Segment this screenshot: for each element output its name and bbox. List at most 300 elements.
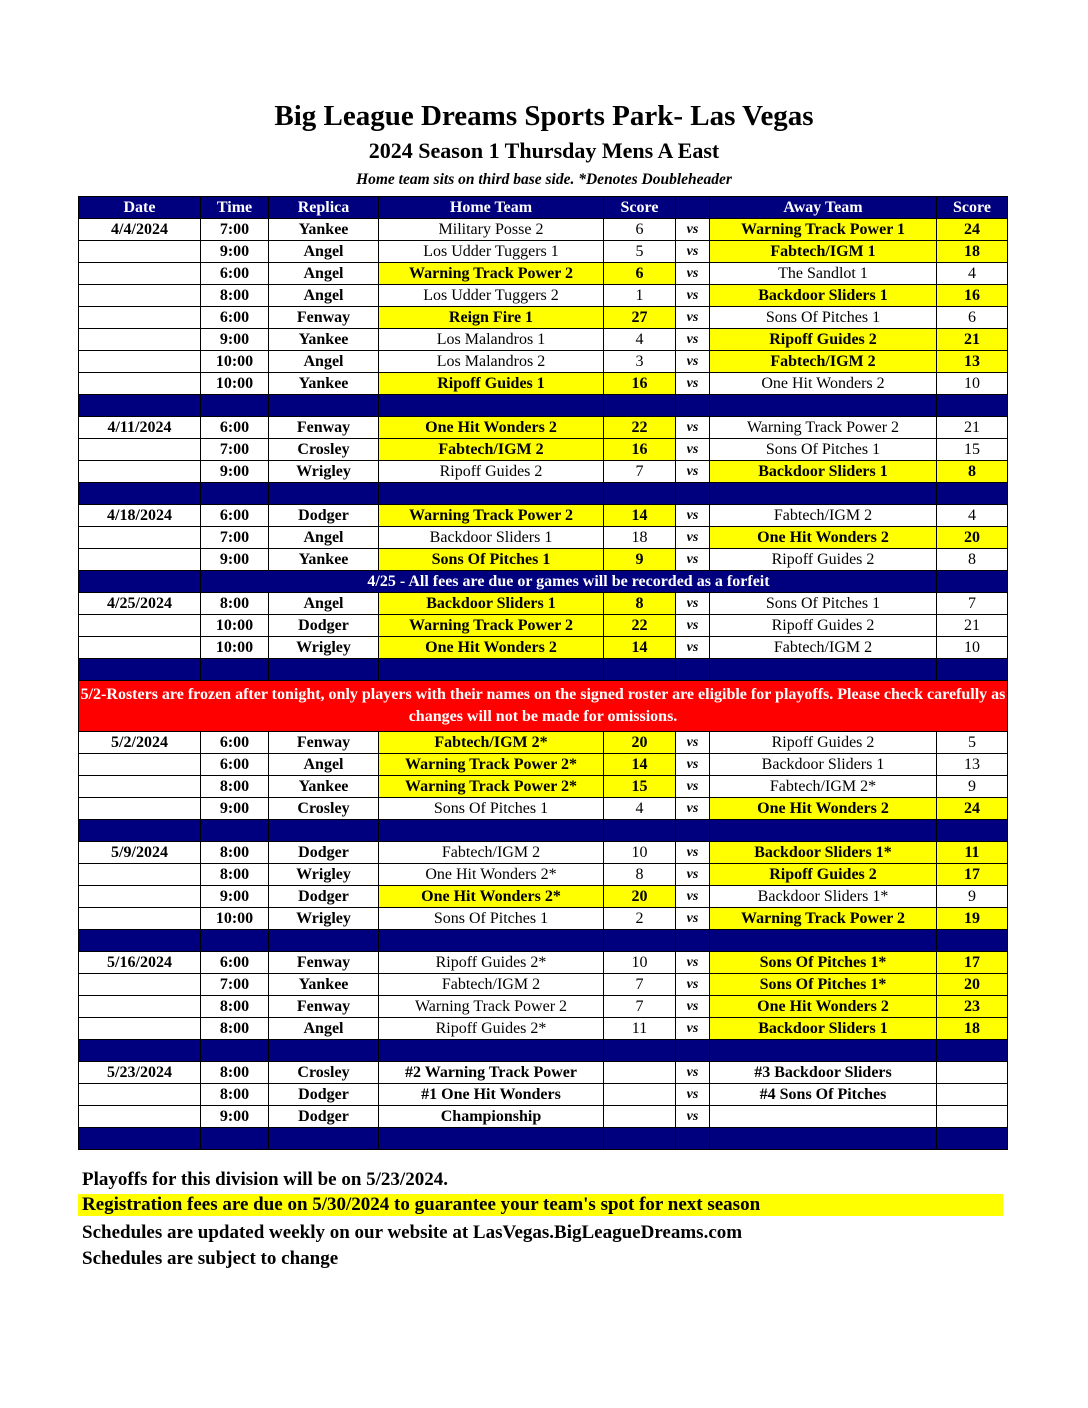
- separator-cell: [379, 483, 604, 505]
- home-score: [604, 1084, 676, 1106]
- week-separator: [79, 395, 1008, 417]
- home-score: 15: [604, 776, 676, 798]
- vs-label: vs: [676, 593, 710, 615]
- vs-label: vs: [676, 417, 710, 439]
- separator-cell: [201, 930, 269, 952]
- away-team: Ripoff Guides 2: [710, 549, 937, 571]
- game-replica: Yankee: [269, 373, 379, 395]
- separator-cell: [604, 659, 676, 681]
- col-date: Date: [79, 197, 201, 219]
- home-team: Military Posse 2: [379, 219, 604, 241]
- separator-cell: [676, 659, 710, 681]
- game-row: [79, 1018, 1008, 1040]
- separator-cell: [937, 483, 1008, 505]
- game-replica: Dodger: [269, 615, 379, 637]
- away-team: Fabtech/IGM 1: [710, 241, 937, 263]
- separator-cell: [710, 659, 937, 681]
- home-score: 4: [604, 798, 676, 820]
- away-team: Fabtech/IGM 2: [710, 637, 937, 659]
- home-team: Warning Track Power 2: [379, 263, 604, 285]
- vs-label: vs: [676, 307, 710, 329]
- away-score: 21: [937, 615, 1008, 637]
- home-team: Championship: [379, 1106, 604, 1128]
- away-team: Fabtech/IGM 2*: [710, 776, 937, 798]
- game-row: [79, 373, 1008, 395]
- away-team: Ripoff Guides 2: [710, 864, 937, 886]
- away-team: Sons Of Pitches 1*: [710, 974, 937, 996]
- game-replica: Dodger: [269, 505, 379, 527]
- home-team: Backdoor Sliders 1: [379, 527, 604, 549]
- home-score: [604, 1062, 676, 1084]
- game-time: 8:00: [201, 842, 269, 864]
- separator-cell: [710, 1128, 937, 1150]
- away-score: 8: [937, 549, 1008, 571]
- vs-label: vs: [676, 263, 710, 285]
- game-date: [79, 241, 201, 263]
- home-score: 9: [604, 549, 676, 571]
- separator-cell: [269, 395, 379, 417]
- separator-cell: [379, 1040, 604, 1062]
- home-team: Ripoff Guides 2: [379, 461, 604, 483]
- game-date: [79, 754, 201, 776]
- home-score: 8: [604, 864, 676, 886]
- home-score: 14: [604, 505, 676, 527]
- game-replica: Fenway: [269, 417, 379, 439]
- separator-cell: [379, 1128, 604, 1150]
- away-score: 9: [937, 886, 1008, 908]
- home-score: 14: [604, 637, 676, 659]
- game-date: [79, 886, 201, 908]
- game-time: 9:00: [201, 1106, 269, 1128]
- away-team: Warning Track Power 2: [710, 417, 937, 439]
- separator-cell: [201, 659, 269, 681]
- separator-cell: [79, 659, 201, 681]
- separator-cell: [379, 930, 604, 952]
- game-replica: Wrigley: [269, 908, 379, 930]
- col-away-score: Score: [937, 197, 1008, 219]
- away-team: One Hit Wonders 2: [710, 798, 937, 820]
- game-time: 9:00: [201, 886, 269, 908]
- separator-cell: [201, 820, 269, 842]
- vs-label: vs: [676, 842, 710, 864]
- roster-alert-row: [79, 681, 1008, 732]
- separator-cell: [604, 930, 676, 952]
- separator-cell: [269, 1128, 379, 1150]
- game-time: 7:00: [201, 219, 269, 241]
- vs-label: vs: [676, 527, 710, 549]
- home-team: One Hit Wonders 2: [379, 417, 604, 439]
- vs-label: vs: [676, 1018, 710, 1040]
- game-row: [79, 505, 1008, 527]
- col-home-team: Home Team: [379, 197, 604, 219]
- game-row: [79, 1084, 1008, 1106]
- game-time: 9:00: [201, 241, 269, 263]
- away-score: 4: [937, 505, 1008, 527]
- week-separator: [79, 1040, 1008, 1062]
- game-date: [79, 285, 201, 307]
- game-replica: Dodger: [269, 1084, 379, 1106]
- game-time: 8:00: [201, 1062, 269, 1084]
- home-score: 22: [604, 615, 676, 637]
- away-team: One Hit Wonders 2: [710, 373, 937, 395]
- separator-cell: [676, 1040, 710, 1062]
- separator-cell: [201, 1040, 269, 1062]
- game-time: 8:00: [201, 996, 269, 1018]
- away-team: Fabtech/IGM 2: [710, 505, 937, 527]
- game-time: 6:00: [201, 307, 269, 329]
- game-date: 5/9/2024: [79, 842, 201, 864]
- game-row: [79, 732, 1008, 754]
- game-time: 10:00: [201, 615, 269, 637]
- separator-cell: [937, 820, 1008, 842]
- vs-label: vs: [676, 1106, 710, 1128]
- home-score: 7: [604, 461, 676, 483]
- game-replica: Angel: [269, 351, 379, 373]
- game-row: [79, 864, 1008, 886]
- footer-registration: Registration fees are due on 5/30/2024 to guarantee your team's spot for next season: [78, 1194, 1003, 1216]
- vs-label: vs: [676, 864, 710, 886]
- away-team: Sons Of Pitches 1: [710, 593, 937, 615]
- away-team: Warning Track Power 2: [710, 908, 937, 930]
- separator-cell: [269, 483, 379, 505]
- home-team: One Hit Wonders 2: [379, 637, 604, 659]
- col-away-team: Away Team: [710, 197, 937, 219]
- vs-label: vs: [676, 908, 710, 930]
- away-score: 20: [937, 527, 1008, 549]
- game-time: 8:00: [201, 776, 269, 798]
- game-row: [79, 637, 1008, 659]
- game-time: 6:00: [201, 754, 269, 776]
- home-score: 6: [604, 263, 676, 285]
- vs-label: vs: [676, 974, 710, 996]
- fee-notice-row: [79, 571, 1008, 593]
- game-date: 5/2/2024: [79, 732, 201, 754]
- vs-label: vs: [676, 1062, 710, 1084]
- separator-cell: [604, 395, 676, 417]
- away-team: Ripoff Guides 2: [710, 732, 937, 754]
- schedule-table: [78, 196, 1008, 1150]
- vs-label: vs: [676, 798, 710, 820]
- away-score: [937, 1062, 1008, 1084]
- game-replica: Angel: [269, 527, 379, 549]
- separator-cell: [604, 1040, 676, 1062]
- home-team: Warning Track Power 2: [379, 505, 604, 527]
- game-date: [79, 549, 201, 571]
- game-time: 10:00: [201, 908, 269, 930]
- home-team: Reign Fire 1: [379, 307, 604, 329]
- home-score: 4: [604, 329, 676, 351]
- away-team: Warning Track Power 1: [710, 219, 937, 241]
- game-time: 8:00: [201, 593, 269, 615]
- game-replica: Angel: [269, 593, 379, 615]
- schedule-note: Home team sits on third base side. *Denotes Doubleheader: [356, 171, 732, 188]
- home-team: Los Malandros 2: [379, 351, 604, 373]
- separator-cell: [79, 395, 201, 417]
- home-score: 7: [604, 996, 676, 1018]
- fee-notice: 4/25 - All fees are due or games will be recorded as a forfeit: [201, 571, 937, 593]
- away-score: 8: [937, 461, 1008, 483]
- away-score: 4: [937, 263, 1008, 285]
- away-score: 18: [937, 1018, 1008, 1040]
- home-score: 20: [604, 732, 676, 754]
- separator-cell: [379, 820, 604, 842]
- away-team: Backdoor Sliders 1: [710, 1018, 937, 1040]
- separator-cell: [201, 1128, 269, 1150]
- vs-label: vs: [676, 996, 710, 1018]
- game-replica: Wrigley: [269, 864, 379, 886]
- game-date: 4/4/2024: [79, 219, 201, 241]
- separator-cell: [79, 571, 201, 593]
- vs-label: vs: [676, 351, 710, 373]
- home-score: 16: [604, 439, 676, 461]
- home-score: 27: [604, 307, 676, 329]
- home-team: Warning Track Power 2*: [379, 776, 604, 798]
- game-date: [79, 776, 201, 798]
- game-row: [79, 461, 1008, 483]
- game-time: 8:00: [201, 864, 269, 886]
- separator-cell: [937, 1040, 1008, 1062]
- col-replica: Replica: [269, 197, 379, 219]
- away-score: 24: [937, 219, 1008, 241]
- game-replica: Yankee: [269, 776, 379, 798]
- away-team: Fabtech/IGM 2: [710, 351, 937, 373]
- game-replica: Crosley: [269, 1062, 379, 1084]
- game-date: [79, 461, 201, 483]
- game-time: 6:00: [201, 952, 269, 974]
- separator-cell: [269, 930, 379, 952]
- game-date: [79, 615, 201, 637]
- separator-cell: [201, 483, 269, 505]
- game-row: [79, 219, 1008, 241]
- week-separator: [79, 820, 1008, 842]
- game-date: [79, 1106, 201, 1128]
- game-row: [79, 1062, 1008, 1084]
- separator-cell: [79, 930, 201, 952]
- vs-label: vs: [676, 615, 710, 637]
- game-replica: Yankee: [269, 329, 379, 351]
- away-score: 20: [937, 974, 1008, 996]
- game-replica: Wrigley: [269, 461, 379, 483]
- vs-label: vs: [676, 637, 710, 659]
- separator-cell: [379, 395, 604, 417]
- away-score: 21: [937, 329, 1008, 351]
- week-separator: [79, 659, 1008, 681]
- game-date: [79, 373, 201, 395]
- game-date: [79, 908, 201, 930]
- game-date: [79, 439, 201, 461]
- col-home-score: Score: [604, 197, 676, 219]
- away-score: 10: [937, 637, 1008, 659]
- home-score: 18: [604, 527, 676, 549]
- separator-cell: [201, 395, 269, 417]
- separator-cell: [79, 820, 201, 842]
- footer-change: Schedules are subject to change: [82, 1248, 339, 1269]
- away-team: Sons Of Pitches 1: [710, 439, 937, 461]
- game-time: 9:00: [201, 549, 269, 571]
- home-team: Backdoor Sliders 1: [379, 593, 604, 615]
- separator-cell: [604, 1128, 676, 1150]
- home-score: 11: [604, 1018, 676, 1040]
- away-team: Sons Of Pitches 1: [710, 307, 937, 329]
- home-score: 3: [604, 351, 676, 373]
- game-time: 8:00: [201, 285, 269, 307]
- game-row: [79, 842, 1008, 864]
- vs-label: vs: [676, 285, 710, 307]
- home-team: Sons Of Pitches 1: [379, 549, 604, 571]
- away-team: The Sandlot 1: [710, 263, 937, 285]
- game-replica: Angel: [269, 241, 379, 263]
- game-replica: Angel: [269, 1018, 379, 1040]
- game-replica: Fenway: [269, 307, 379, 329]
- game-row: [79, 996, 1008, 1018]
- home-team: Fabtech/IGM 2: [379, 842, 604, 864]
- game-date: [79, 329, 201, 351]
- away-score: 17: [937, 864, 1008, 886]
- home-score: 5: [604, 241, 676, 263]
- game-time: 7:00: [201, 439, 269, 461]
- vs-label: vs: [676, 754, 710, 776]
- away-team: Sons Of Pitches 1*: [710, 952, 937, 974]
- game-row: [79, 776, 1008, 798]
- game-replica: Fenway: [269, 996, 379, 1018]
- game-date: [79, 798, 201, 820]
- away-team: Backdoor Sliders 1*: [710, 842, 937, 864]
- game-replica: Crosley: [269, 798, 379, 820]
- away-team: #4 Sons Of Pitches: [710, 1084, 937, 1106]
- game-replica: Dodger: [269, 886, 379, 908]
- game-row: [79, 952, 1008, 974]
- table-header: [79, 197, 1008, 219]
- home-score: 1: [604, 285, 676, 307]
- game-replica: Yankee: [269, 549, 379, 571]
- separator-cell: [937, 395, 1008, 417]
- home-score: 6: [604, 219, 676, 241]
- game-date: [79, 307, 201, 329]
- game-row: [79, 615, 1008, 637]
- separator-cell: [79, 1040, 201, 1062]
- vs-label: vs: [676, 776, 710, 798]
- home-team: Warning Track Power 2: [379, 615, 604, 637]
- col-vs: [676, 197, 710, 219]
- game-replica: Fenway: [269, 952, 379, 974]
- separator-cell: [676, 820, 710, 842]
- game-replica: Angel: [269, 754, 379, 776]
- separator-cell: [79, 1128, 201, 1150]
- game-time: 10:00: [201, 351, 269, 373]
- game-date: [79, 1018, 201, 1040]
- home-team: Fabtech/IGM 2*: [379, 732, 604, 754]
- game-date: [79, 864, 201, 886]
- week-separator: [79, 930, 1008, 952]
- game-date: [79, 351, 201, 373]
- separator-cell: [937, 571, 1008, 593]
- separator-cell: [269, 820, 379, 842]
- game-row: [79, 329, 1008, 351]
- game-row: [79, 974, 1008, 996]
- game-replica: Crosley: [269, 439, 379, 461]
- home-score: 10: [604, 952, 676, 974]
- game-row: [79, 241, 1008, 263]
- separator-cell: [937, 659, 1008, 681]
- game-date: [79, 1084, 201, 1106]
- away-team: Ripoff Guides 2: [710, 329, 937, 351]
- footer-website: Schedules are updated weekly on our website at LasVegas.BigLeagueDreams.com: [82, 1222, 743, 1243]
- vs-label: vs: [676, 373, 710, 395]
- page-subtitle: 2024 Season 1 Thursday Mens A East: [368, 138, 720, 163]
- separator-cell: [269, 1040, 379, 1062]
- separator-cell: [710, 1040, 937, 1062]
- away-score: 6: [937, 307, 1008, 329]
- away-team: One Hit Wonders 2: [710, 527, 937, 549]
- schedule-body: [79, 219, 1008, 1150]
- game-date: [79, 974, 201, 996]
- game-time: 7:00: [201, 974, 269, 996]
- away-score: 15: [937, 439, 1008, 461]
- game-time: 6:00: [201, 417, 269, 439]
- home-team: Warning Track Power 2: [379, 996, 604, 1018]
- separator-cell: [710, 930, 937, 952]
- game-time: 8:00: [201, 1018, 269, 1040]
- game-row: [79, 307, 1008, 329]
- game-row: [79, 263, 1008, 285]
- home-team: Los Udder Tuggers 2: [379, 285, 604, 307]
- home-team: #1 One Hit Wonders: [379, 1084, 604, 1106]
- game-row: [79, 285, 1008, 307]
- separator-cell: [676, 395, 710, 417]
- week-separator: [79, 483, 1008, 505]
- game-replica: Dodger: [269, 1106, 379, 1128]
- away-score: [937, 1106, 1008, 1128]
- vs-label: vs: [676, 886, 710, 908]
- separator-cell: [269, 659, 379, 681]
- away-score: 7: [937, 593, 1008, 615]
- game-row: [79, 351, 1008, 373]
- vs-label: vs: [676, 219, 710, 241]
- game-date: 4/11/2024: [79, 417, 201, 439]
- away-team: [710, 1106, 937, 1128]
- away-team: Backdoor Sliders 1: [710, 461, 937, 483]
- game-row: [79, 593, 1008, 615]
- home-team: One Hit Wonders 2*: [379, 864, 604, 886]
- vs-label: vs: [676, 549, 710, 571]
- home-team: Ripoff Guides 2*: [379, 952, 604, 974]
- separator-cell: [79, 483, 201, 505]
- away-score: 10: [937, 373, 1008, 395]
- away-score: 5: [937, 732, 1008, 754]
- home-team: Sons Of Pitches 1: [379, 908, 604, 930]
- away-team: Backdoor Sliders 1: [710, 285, 937, 307]
- game-date: 4/25/2024: [79, 593, 201, 615]
- separator-cell: [710, 820, 937, 842]
- game-date: 5/23/2024: [79, 1062, 201, 1084]
- vs-label: vs: [676, 732, 710, 754]
- separator-cell: [676, 1128, 710, 1150]
- game-time: 10:00: [201, 637, 269, 659]
- game-row: [79, 417, 1008, 439]
- vs-label: vs: [676, 505, 710, 527]
- game-time: 6:00: [201, 505, 269, 527]
- game-time: 8:00: [201, 1084, 269, 1106]
- game-replica: Yankee: [269, 974, 379, 996]
- home-team: Ripoff Guides 2*: [379, 1018, 604, 1040]
- away-score: 18: [937, 241, 1008, 263]
- away-score: 21: [937, 417, 1008, 439]
- game-time: 9:00: [201, 329, 269, 351]
- footer-playoffs: Playoffs for this division will be on 5/23/2024.: [82, 1169, 448, 1190]
- away-score: 11: [937, 842, 1008, 864]
- home-team: Los Malandros 1: [379, 329, 604, 351]
- game-date: 4/18/2024: [79, 505, 201, 527]
